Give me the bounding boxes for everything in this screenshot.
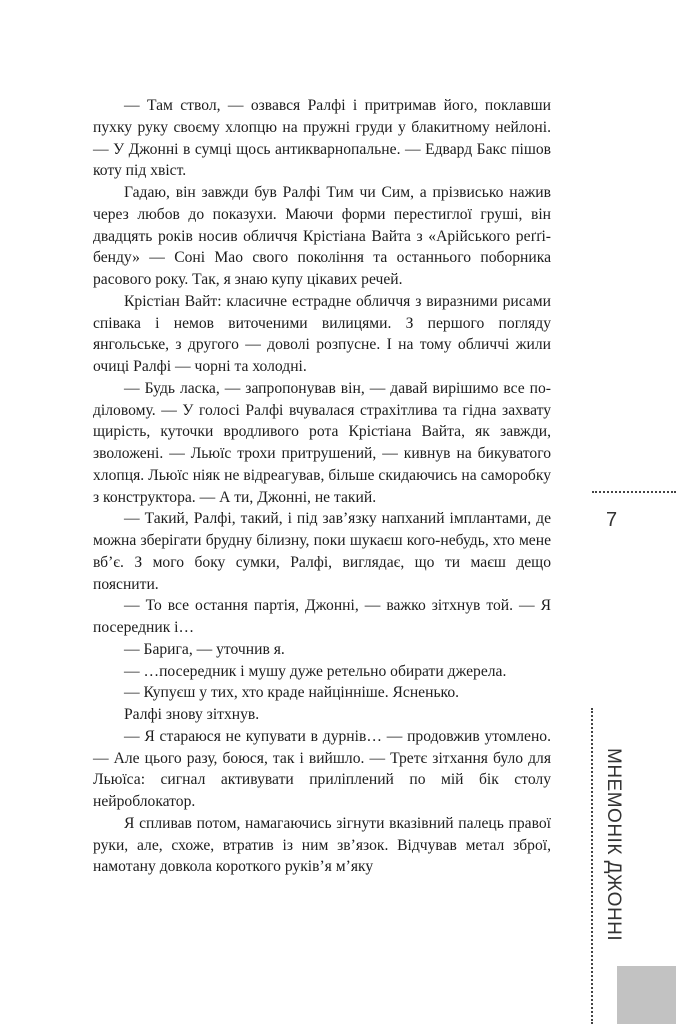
paragraph: Ралфі знову зітхнув. xyxy=(124,706,260,723)
body-text xyxy=(93,95,551,878)
paragraph: — Купуєш у тих, хто краде найцінніше. Ясненько. xyxy=(124,684,460,702)
paragraph: — Барига, — уточнив я. xyxy=(124,640,285,658)
paragraph: Крістіан Вайт: класичне естрадне обличчя з виразними рисами співака і немов виточеними вилицями. З першого погляду янгольське, з другого — доволі розпусне. І на тому обличчі жили очиці Ралфі — чорні та холодні. xyxy=(93,292,551,375)
paragraph: — Я стараюся не купувати в дурнів… — продовжив утомлено. — Але цього разу, боюся, так і вийшло. — Третє зітхання було для Льюїса: сигнал активувати приліплений по мій бік столу нейроблокатор. xyxy=(93,727,551,810)
page-number: 7 xyxy=(606,509,618,531)
margin-divider xyxy=(592,491,676,493)
running-title: МНЕМОНІК ДЖОННІ xyxy=(603,748,624,942)
margin-vertical-rule xyxy=(591,708,593,1024)
paragraph: — Там ствол, — озвався Ралфі і притримав його, поклавши пухку руку своєму хлопцю на пружні груди у блакитному нейлоні. — У Джонні в сумці щось антикварнопальне. — Едвард Бакс пішов коту під хвіст. xyxy=(93,97,551,180)
paragraph: — Будь ласка, — запропонував він, — давай вирішимо все по-діловому. — У голосі Ралфі вчувалася страхітлива та гідна захвату щирість, куточки вродливого рота Крістіана Вайта, як завжди, зволожені. — Льюїс трохи притрушений, — кивнув на бикуватого хлопця. Льюїс ніяк не відреагував, більше скидаючись на саморобку з конструктора. — А ти, Джонні, не такий. xyxy=(93,379,551,506)
paragraph: Я спливав потом, намагаючись зігнути вказівний палець правої руки, але, схоже, втратив із ним зв’язок. Відчував метал зброї, намотану довкола короткого руків’я м’яку xyxy=(93,814,551,876)
paragraph: Гадаю, він завжди був Ралфі Тим чи Сим, а прізвисько нажив через любов до показухи. Маючи форми перестиглої груші, він двадцять років носив обличчя Крістіана Вайта з «Арійського реґґі-бенду» — Соні Мао свого покоління та останнього поборника расового року. Так, я знаю купу цікавих речей. xyxy=(93,184,551,288)
paragraph: — Такий, Ралфі, такий, і під зав’язку напханий імплантами, де можна зберігати брудну білизну, поки шукаєш кого-небудь, хто мене вб’є. З мого боку сумки, Ралфі, виглядає, що ти маєш дещо пояснити. xyxy=(93,510,551,593)
paragraph: — То все остання партія, Джонні, — важко зітхнув той. — Я посередник і… xyxy=(93,597,551,636)
paragraph: — …посередник і мушу дуже ретельно обирати джерела. xyxy=(124,662,507,680)
thumb-tab xyxy=(617,966,676,1024)
